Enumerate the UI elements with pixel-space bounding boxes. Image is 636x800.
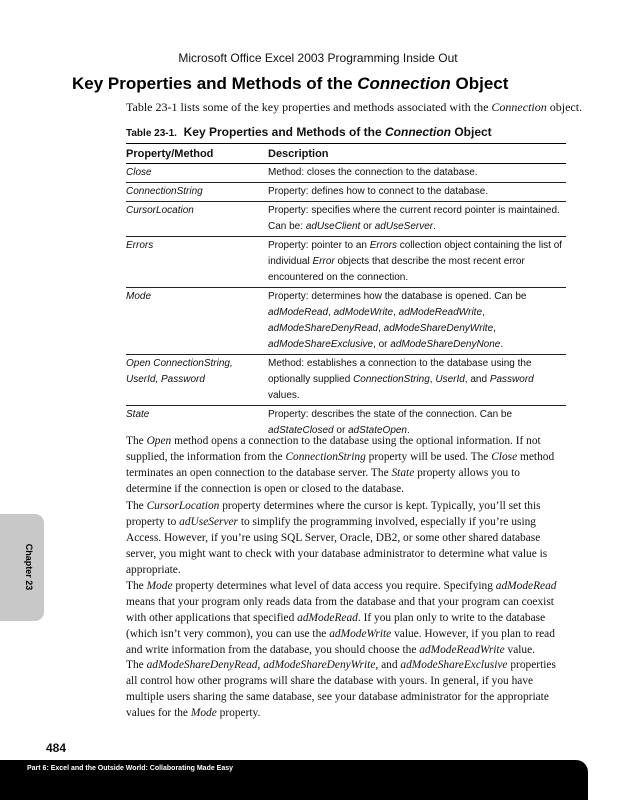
- table-row: [126, 288, 566, 355]
- table-cell-property: CursorLocation: [126, 202, 268, 237]
- table-row: [126, 237, 566, 288]
- table-cell-description: Property: pointer to an Errors collection object containing the list of individual Error objects that describe the most recent error encountered on the connection.: [268, 237, 566, 288]
- table-cell-description: Method: closes the connection to the database.: [268, 164, 566, 183]
- table-cell-description: Property: defines how to connect to the database.: [268, 183, 566, 202]
- paragraph-cursor-location: The CursorLocation property determines where the cursor is kept. Typically, you’ll set this property to adUseServer to simplify the programming involved, especially if you’re using Access. However, if you’re using SQL Server, Oracle, DB2, or some other shared database server, you might want to check with your database administrator to determine what value is appropriate.: [126, 500, 548, 576]
- table-cell-property: Mode: [126, 288, 268, 355]
- table-body: [126, 164, 566, 441]
- chapter-tab: [0, 514, 44, 621]
- section-title-prefix: Key Properties and Methods of the: [72, 74, 358, 93]
- section-title-suffix: Object: [450, 74, 509, 93]
- table-caption-number: Table 23-1.: [126, 128, 177, 139]
- running-head: Microsoft Office Excel 2003 Programming Inside Out: [178, 51, 458, 65]
- intro-suffix: object.: [546, 100, 583, 114]
- paragraph-mode: The Mode property determines what level of data access you require. Specifying adModeRead means that your program only reads data from the database and that your program can coexist with other applications that specified adModeRead. If you plan only to write to the database (which isn’t very common), you can use the adModeWrite value. However, if you plan to read and write information from the database, you should choose the adModeReadWrite value.: [126, 580, 557, 656]
- paragraph-open-method: The Open method opens a connection to the database using the optional information. If not supplied, the information from the ConnectionString property will be used. The Close method terminates an open connection to the database server. The State property allows you to determine if the connection is open or closed to the database.: [126, 435, 555, 495]
- intro-prefix: Table 23-1 lists some of the key properties and methods associated with the: [126, 100, 492, 114]
- properties-table: [126, 143, 566, 440]
- table-header-description: Description: [268, 144, 566, 164]
- table-caption: [126, 125, 492, 139]
- table-cell-property: State: [126, 409, 150, 420]
- table-caption-prefix: Key Properties and Methods of the: [183, 125, 385, 139]
- table-row: [126, 355, 566, 406]
- section-title-object: Connection: [357, 74, 451, 93]
- footer-label: Part 6: Excel and the Outside World: Collaborating Made Easy: [27, 765, 234, 772]
- table-header-property: Property/Method: [126, 144, 268, 164]
- table-caption-suffix: Object: [451, 125, 492, 139]
- chapter-tab-label: Chapter 23: [24, 543, 34, 591]
- paragraph-share-modes: The adModeShareDenyRead, adModeShareDenyWrite, and adModeShareExclusive properties all control how other programs will share the database with yours. In general, if you have multiple users sharing the same database, see your database administrator for the appropriate values for the Mode property.: [126, 659, 556, 719]
- intro-paragraph: [126, 100, 583, 115]
- table-caption-object: Connection: [385, 125, 451, 139]
- table-cell-property: Open ConnectionString, UserId, Password: [126, 355, 268, 406]
- section-title: [72, 74, 508, 94]
- table-row: [126, 164, 566, 183]
- table-cell-property: Close: [126, 164, 268, 183]
- table-cell-description: Property: determines how the database is opened. Can be adModeRead, adModeWrite, adModeReadWrite, adModeShareDenyRead, adModeShareDenyWrite, adModeShareExclusive, or adModeShareDenyNone.: [268, 288, 566, 355]
- table-cell-description: Property: describes the state of the connection. Can be adStateClosed or adStateOpen.: [268, 409, 513, 436]
- table-cell-property: Errors: [126, 237, 268, 288]
- table-cell-description: Property: specifies where the current record pointer is maintained. Can be: adUseClient or adUseServer.: [268, 202, 566, 237]
- table-cell-description: Method: establishes a connection to the database using the optionally supplied ConnectionString, UserId, and Password values.: [268, 355, 566, 406]
- table-cell-property: ConnectionString: [126, 183, 268, 202]
- page-number: 484: [46, 741, 67, 755]
- intro-object: Connection: [491, 100, 547, 114]
- table-header-row: [126, 144, 566, 164]
- table-row: [126, 202, 566, 237]
- table-row: [126, 183, 566, 202]
